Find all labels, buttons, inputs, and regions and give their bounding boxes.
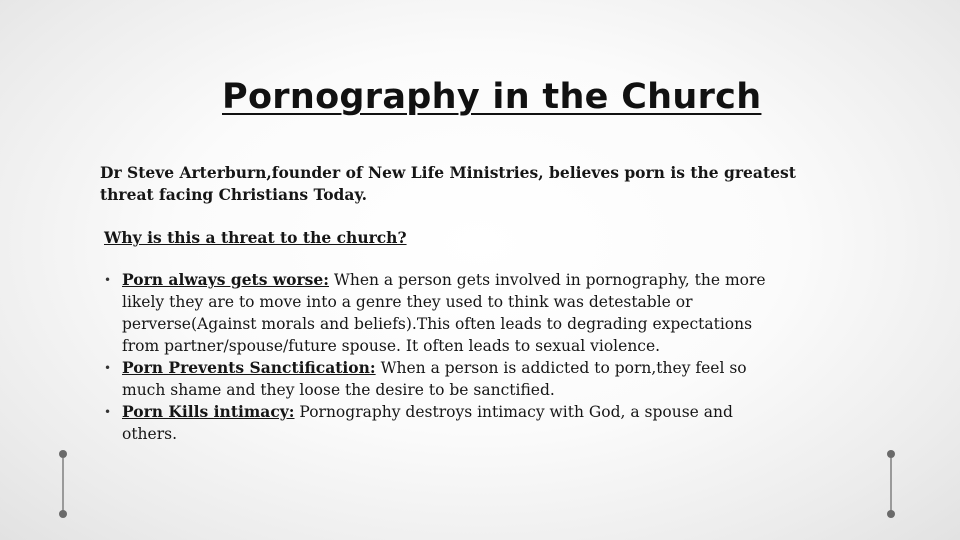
decorative-dot-icon [59,450,67,458]
bullet-item-worse [100,269,780,357]
bullet-icon: • [104,405,112,419]
bullet-term: Porn Kills intimacy: [122,402,295,421]
bullet-icon: • [104,273,112,287]
slide-title: Pornography in the Church [222,77,762,117]
bullet-term: Porn always gets worse: [122,270,329,289]
decorative-line [890,458,892,512]
bullet-text: When a person gets involved in pornography, the more likely they are to move into a genre they used to think was detestable or perverse(Against morals and beliefs).This often leads to degrading expectations from partner/spouse/future spouse. It often leads to sexual violence. [122,271,766,355]
section-question: Why is this a threat to the church? [104,228,407,247]
decorative-corner-right [882,450,900,522]
bullet-list [100,269,780,445]
bullet-item-sanctification [100,357,780,401]
bullet-text: Pornography destroys intimacy with God, a spouse and others. [122,403,733,443]
bullet-item-intimacy [100,401,780,445]
bullet-text: When a person is addicted to porn,they feel so much shame and they loose the desire to be sanctified. [122,359,747,399]
decorative-line [62,458,64,512]
decorative-dot-icon [59,510,67,518]
bullet-term: Porn Prevents Sanctification: [122,358,376,377]
decorative-corner-left [54,450,72,522]
decorative-dot-icon [887,450,895,458]
bullet-icon: • [104,361,112,375]
decorative-dot-icon [887,510,895,518]
intro-paragraph: Dr Steve Arterburn,founder of New Life Ministries, believes porn is the greatest threat facing Christians Today. [100,163,796,204]
